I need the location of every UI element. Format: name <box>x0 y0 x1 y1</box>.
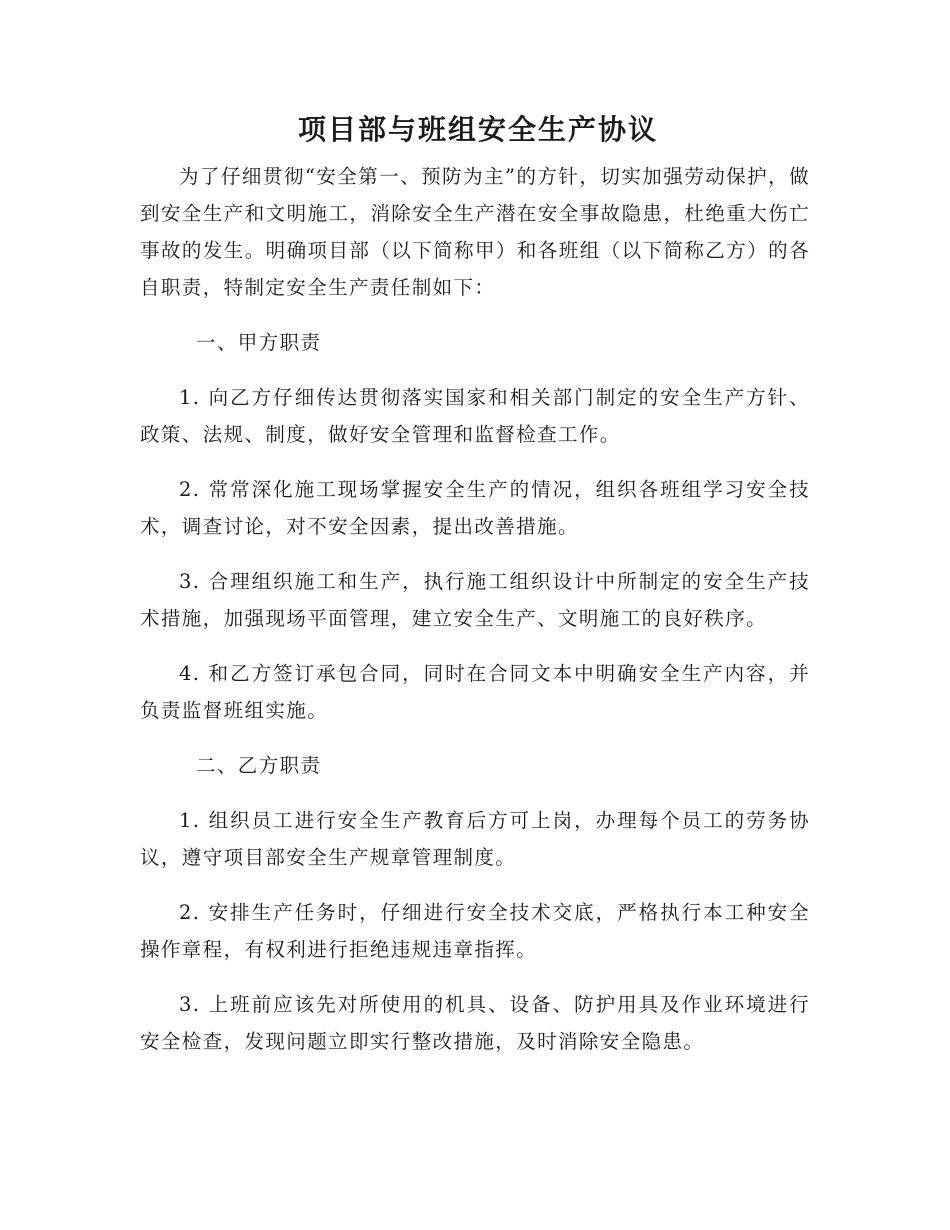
document-title: 项目部与班组安全生产协议 <box>297 113 658 146</box>
intro-paragraph: 为了仔细贯彻“安全第一、预防为主”的方针，切实加强劳动保护，做到安全生产和文明施工，消除安全生产潜在安全事故隐患，杜绝重大伤亡事故的发生。明确项目部（以下简称甲）和各班组（以下简称乙方）的各自职责，特制定安全生产责任制如下： <box>140 165 810 299</box>
list-item: 2. 安排生产任务时，仔细进行安全技术交底，严格执行本工种安全操作章程，有权利进行拒绝违规违章指挥。 <box>140 901 810 961</box>
list-item: 4. 和乙方签订承包合同，同时在合同文本中明确安全生产内容，并负责监督班组实施。 <box>140 662 810 722</box>
list-item: 3. 合理组织施工和生产，执行施工组织设计中所制定的安全生产技术措施，加强现场平面管理，建立安全生产、文明施工的良好秩序。 <box>140 570 810 630</box>
list-item: 2. 常常深化施工现场掌握安全生产的情况，组织各班组学习安全技术，调查讨论，对不安全因素，提出改善措施。 <box>140 478 810 538</box>
section-party-a <box>140 324 810 729</box>
list-item: 1. 向乙方仔细传达贯彻落实国家和相关部门制定的安全生产方针、政策、法规、制度，做好安全管理和监督检查工作。 <box>140 386 810 446</box>
list-item: 3. 上班前应该先对所使用的机具、设备、防护用具及作业环境进行安全检查，发现问题立即实行整改措施，及时消除安全隐患。 <box>140 993 810 1053</box>
section-party-b <box>140 747 810 1060</box>
list-item: 1. 组织员工进行安全生产教育后方可上岗，办理每个员工的劳务协议，遵守项目部安全生产规章管理制度。 <box>140 809 810 869</box>
document-body <box>140 110 810 1078</box>
section-heading: 一、甲方职责 <box>196 331 322 354</box>
section-heading: 二、乙方职责 <box>196 754 322 777</box>
